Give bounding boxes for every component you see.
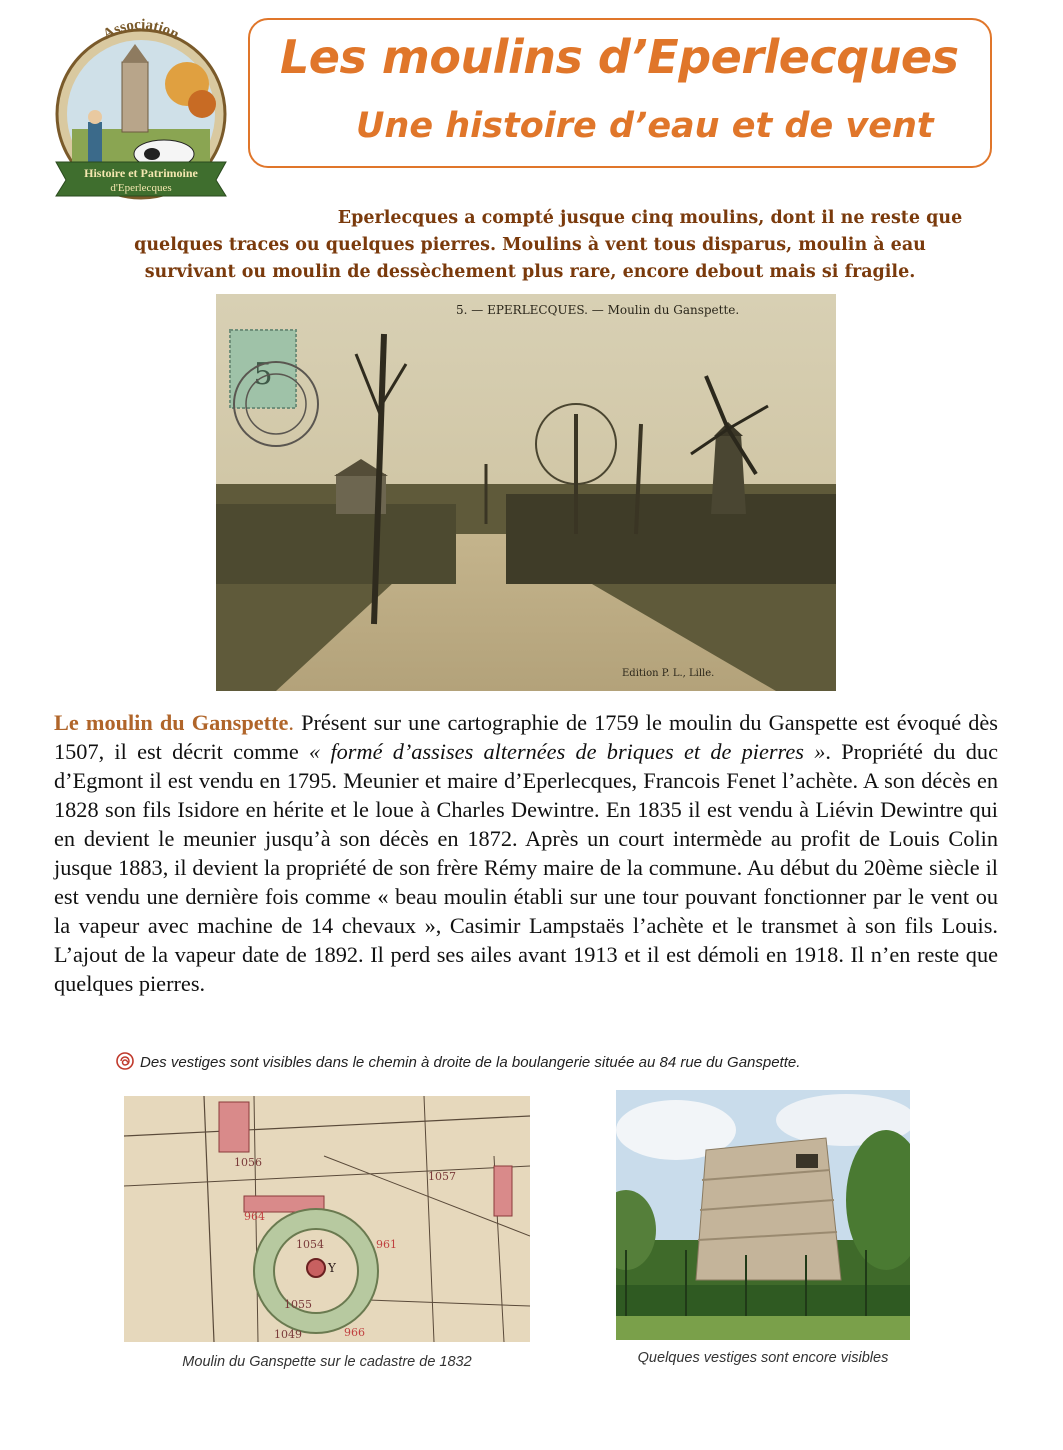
map-label-964: 964 [244, 1210, 265, 1223]
stamp-value: 5 [253, 357, 273, 392]
postcard-photo [216, 294, 836, 691]
intro-line-1: Eperlecques a compté jusque cinq moulins, dont il ne reste que [337, 208, 963, 228]
postcard-header: 5. — EPERLECQUES. — Moulin du Ganspette. [456, 303, 740, 317]
page-subtitle: Une histoire d’eau et de vent [356, 106, 934, 146]
spiral-icon [116, 1052, 134, 1070]
title-box [248, 18, 992, 168]
map-label-1055: 1055 [284, 1298, 312, 1311]
map-label-1056: 1056 [234, 1156, 262, 1169]
postcard-publisher: Edition P. L., Lille. [622, 668, 715, 679]
map-label-y: Y [328, 1261, 336, 1275]
map-label-961: 961 [376, 1238, 397, 1251]
article-paragraph [54, 708, 998, 998]
intro-paragraph [60, 205, 1000, 286]
page-title: Les moulins d’Eperlecques [280, 30, 959, 84]
article-part-1: Présent sur une cartographie de 1759 le moulin du Ganspette est évoqué dès 1507, il est décrit comme [54, 710, 998, 764]
article-part-2: . Propriété du duc d’Egmont il est vendu en 1795. Meunier et maire d’Eperlecques, Francois Fenet l’achète. A son décès en 1828 son fils Isidore en hérite et le loue à Charles Dewintre. En 1835 il est vendu à Liévin Dewintre qui en devient le meunier jusqu’à son décès en 1872. Après un court intermède au profit de Louis Colin jusque 1883, il devient la propriété de son frère Rémy maire de la commune. Au début du 20ème siècle il est vendu une dernière fois comme « beau moulin établi sur une tour pouvant fonctionner par le vent ou la vapeur avec machine de 14 chevaux », Casimir Lampstaës l’achète et le transmet à son fils Louis. L’ajout de la vapeur date de 1892. Il perd ses ailes avant 1913 et il est démoli en 1918. Il n’en reste que quelques pierres. [54, 739, 998, 996]
visit-note-text: Des vestiges sont visibles dans le chemin à droite de la boulangerie située au 84 rue du Ganspette. [140, 1054, 801, 1071]
logo-ribbon-line1: Histoire et Patrimoine [84, 166, 198, 180]
article-lead: Le moulin du Ganspette [54, 710, 289, 735]
cadastre-map [124, 1096, 530, 1342]
intro-line-2: quelques traces ou quelques pierres. Moulins à vent tous disparus, moulin à eau [134, 235, 926, 255]
mill-ruin-photo [616, 1090, 910, 1340]
map-label-1057: 1057 [428, 1170, 456, 1183]
map-label-1054: 1054 [296, 1238, 324, 1251]
intro-line-3: survivant ou moulin de dessèchement plus rare, encore debout mais si fragile. [144, 262, 916, 282]
cadastre-caption: Moulin du Ganspette sur le cadastre de 1832 [182, 1354, 472, 1370]
visit-note [116, 1052, 956, 1071]
svg-text:Association: Association [100, 16, 182, 43]
ruin-caption: Quelques vestiges sont encore visibles [637, 1350, 889, 1366]
association-logo [52, 14, 230, 210]
logo-ribbon-line2: d'Eperlecques [110, 182, 172, 194]
map-label-1049: 1049 [274, 1328, 302, 1341]
article-quote: « formé d’assises alternées de briques et de pierres » [309, 739, 826, 764]
article-lead-punct: . [288, 710, 294, 735]
map-label-966: 966 [344, 1326, 365, 1339]
